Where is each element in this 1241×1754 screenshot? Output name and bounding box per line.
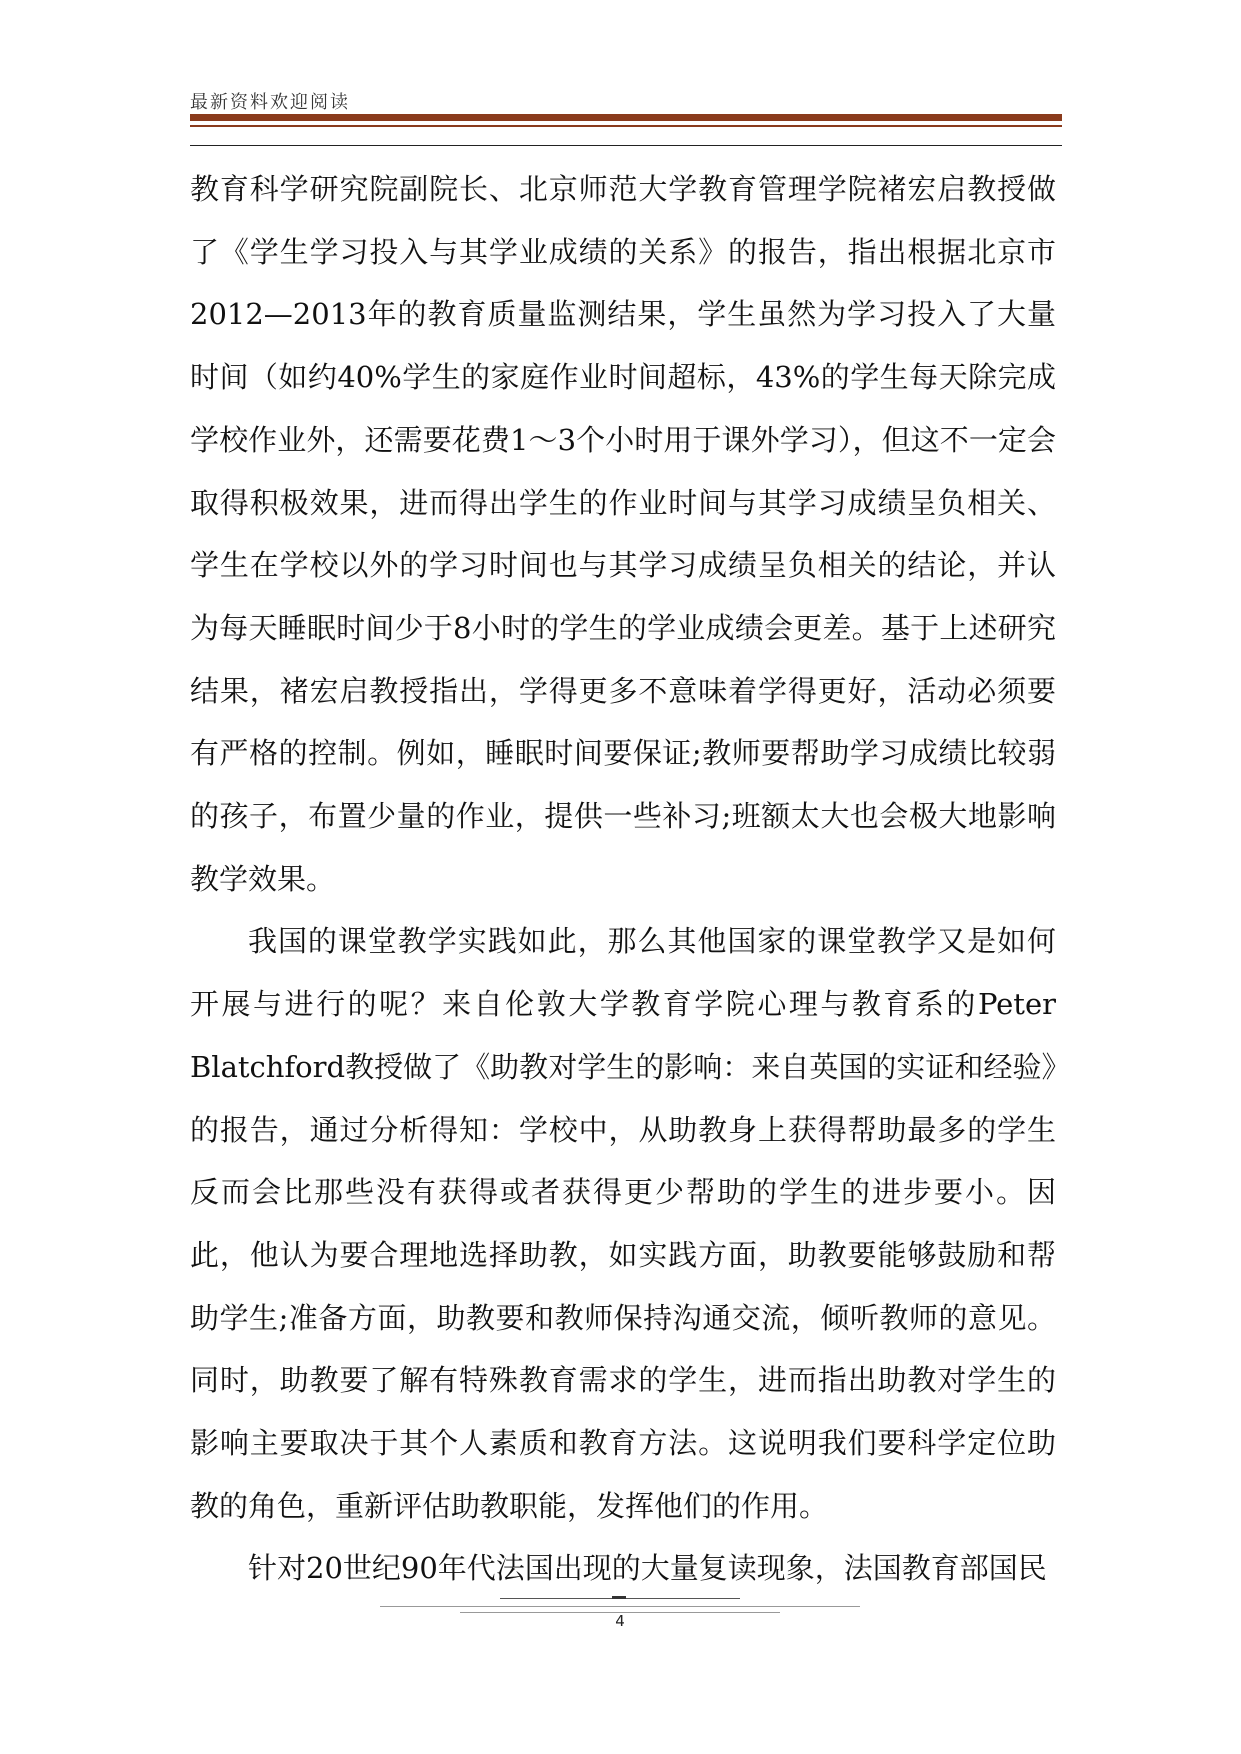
page-header: 最新资料欢迎阅读 bbox=[190, 92, 350, 113]
header-rule-thin bbox=[190, 125, 1062, 127]
document-body bbox=[190, 158, 1056, 1600]
footer-rule-light bbox=[380, 1606, 860, 1607]
header-separator bbox=[190, 145, 1062, 146]
page-number: 4 bbox=[615, 1612, 625, 1630]
footer-dash bbox=[612, 1596, 626, 1599]
paragraph-2: 我国的课堂教学实践如此，那么其他国家的课堂教学又是如何开展与进行的呢？来自伦敦大学教育学院心理与教育系的Peter Blatchford教授做了《助教对学生的影响：来自英国的实证和经验》的报告，通过分析得知：学校中，从助教身上获得帮助最多的学生反而会比那些没有获得或者获得更少帮助的学生的进步要小。因此，他认为要合理地选择助教，如实践方面，助教要能够鼓励和帮助学生;准备方面，助教要和教师保持沟通交流，倾听教师的意见。同时，助教要了解有特殊教育需求的学生，进而指出助教对学生的影响主要取决于其个人素质和教育方法。这说明我们要科学定位助教的角色，重新评估助教职能，发挥他们的作用。 bbox=[190, 924, 1056, 1523]
header-rule-thick bbox=[190, 114, 1062, 121]
paragraph-1: 教育科学研究院副院长、北京师范大学教育管理学院褚宏启教授做了《学生学习投入与其学业成绩的关系》的报告，指出根据北京市2012—2013年的教育质量监测结果，学生虽然为学习投入了大量时间（如约40%学生的家庭作业时间超标，43%的学生每天除完成学校作业外，还需要花费1～3个小时用于课外学习），但这不一定会取得积极效果，进而得出学生的作业时间与其学习成绩呈负相关、学生在学校以外的学习时间也与其学习成绩呈负相关的结论，并认为每天睡眠时间少于8小时的学生的学业成绩会更差。基于上述研究结果，褚宏启教授指出，学得更多不意味着学得更好，活动必须要有严格的控制。例如，睡眠时间要保证;教师要帮助学习成绩比较弱的孩子，布置少量的作业，提供一些补习;班额太大也会极大地影响教学效果。 bbox=[190, 172, 1056, 896]
paragraph-3: 针对20世纪90年代法国出现的大量复读现象，法国教育部国民 bbox=[248, 1551, 1047, 1586]
